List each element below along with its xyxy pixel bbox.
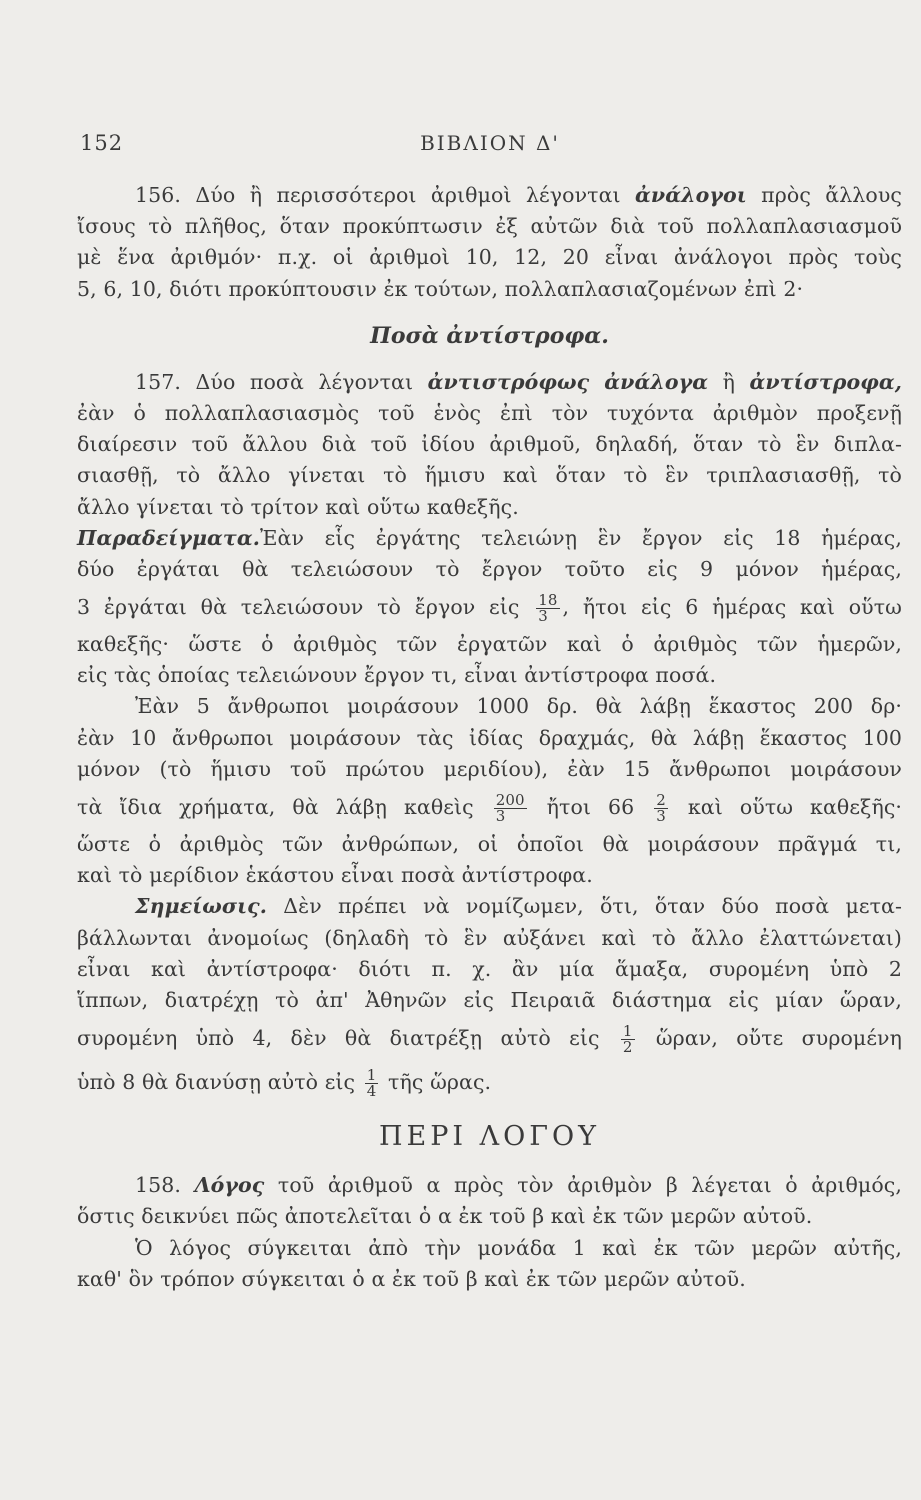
- paragraph-157-line: ἄλλο γίνεται τὸ τρίτον καὶ οὕτω καθεξῆς.: [77, 494, 519, 519]
- running-head: ΒΙΒΛΙΟΝ Δ': [420, 131, 560, 155]
- examples-line: καθεξῆς· ὥστε ὁ ἀριθμὸς τῶν ἐργατῶν καὶ ὁ ἀριθμὸς τῶν ἡμερῶν,: [77, 632, 902, 657]
- paragraph-156-line: 5, 6, 10, διότι προκύπτουσιν ἐκ τούτων, πολλαπλασιαζομένων ἐπὶ 2·: [77, 276, 804, 301]
- paragraph-158-line: καθ' ὃν τρόπον σύγκειται ὁ α ἐκ τοῦ β καὶ ἐκ τῶν μερῶν αὐτοῦ.: [77, 1266, 746, 1291]
- text-span: καὶ οὕτω καθεξῆς·: [687, 795, 903, 819]
- text-span: τοῦ ἀριθμοῦ α πρὸς τὸν ἀριθμὸν β λέγεται ὁ ἀριθμός,: [277, 1173, 902, 1198]
- fraction: [365, 1068, 379, 1099]
- text-span: ἢ: [722, 369, 736, 394]
- text-span: 3 ἐργάται θὰ τελειώσουν τὸ ἔργον εἰς: [77, 595, 520, 620]
- remark-line: ἵππων, διατρέχῃ τὸ ἀπ' Ἀθηνῶν εἰς Πειραιᾶ διάστημα εἰς μίαν ὥραν,: [77, 987, 902, 1012]
- remark-line: [77, 1060, 902, 1104]
- examples-line: μόνον (τὸ ἥμισυ τοῦ πρώτου μεριδίου), ἐὰν 15 ἄνθρωποι μοιράσουν: [77, 756, 902, 781]
- text-span: Ἐὰν εἷς ἐργάτης τελειώνῃ ἓν ἔργον εἰς 18 ἡμέρας,: [259, 525, 902, 550]
- remark-line: εἶναι καὶ ἀντίστροφα· διότι π. χ. ἂν μία ἅμαξα, συρομένη ὑπὸ 2: [77, 956, 902, 981]
- fraction-numerator: 200: [495, 791, 525, 809]
- fraction-denominator: 2: [622, 1038, 633, 1057]
- paragraph-158-line: [77, 1170, 902, 1201]
- body-text: [77, 180, 902, 1295]
- text-span: τὰ ἴδια χρήματα, θὰ λάβῃ καθεὶς: [77, 795, 474, 819]
- chapter-title: ΠΕΡΙ ΛΟΓΟΥ: [379, 1121, 600, 1153]
- paragraph-157-line: σιασθῇ, τὸ ἄλλο γίνεται τὸ ἥμισυ καὶ ὅταν τὸ ἓν τριπλασιασθῇ, τὸ: [77, 463, 902, 488]
- page-number: 152: [80, 131, 124, 155]
- text-span: Δύο ποσὰ λέγονται: [195, 369, 414, 394]
- defined-term: Λόγος: [194, 1173, 265, 1198]
- examples-label: Παραδείγματα.: [77, 525, 260, 550]
- remark-line: [77, 1016, 902, 1060]
- paragraph-157-line: [77, 367, 902, 398]
- remark-line: βάλλωνται ἀνομοίως (δηλαδὴ τὸ ἓν αὐξάνει καὶ τὸ ἄλλο ἐλαττώνεται): [77, 925, 902, 950]
- fraction-denominator: 3: [495, 807, 506, 825]
- defined-term: ἀνάλογοι: [635, 183, 747, 207]
- paragraph-158-line: ὅστις δεικνύει πῶς ἀποτελεῖται ὁ α ἐκ τοῦ β καὶ ἐκ τῶν μερῶν αὐτοῦ.: [77, 1204, 813, 1229]
- examples-line: [77, 523, 902, 554]
- remark-line: [77, 891, 902, 922]
- examples-line: [77, 785, 902, 829]
- page-header: [80, 131, 900, 161]
- examples-line: καὶ τὸ μερίδιον ἑκάστου εἶναι ποσὰ ἀντίστροφα.: [77, 863, 593, 888]
- fraction-numerator: 2: [656, 791, 666, 809]
- fraction: [536, 593, 559, 624]
- fraction: [494, 793, 527, 824]
- text-span: ὑπὸ 8 θὰ διανύσῃ αὐτὸ εἰς: [77, 1070, 356, 1095]
- paragraph-158-line: Ὁ λόγος σύγκειται ἀπὸ τὴν μονάδα 1 καὶ ἐκ τῶν μερῶν αὐτῆς,: [135, 1235, 902, 1260]
- text-span: ἤτοι 66: [546, 795, 635, 819]
- fraction-denominator: 3: [538, 607, 548, 626]
- text-span: τῆς ὥρας.: [388, 1070, 492, 1095]
- text-span: ὥραν, οὔτε συρομένη: [655, 1026, 903, 1051]
- paragraph-156-line: ἴσους τὸ πλῆθος, ὅταν προκύπτωσιν ἐξ αὐτῶν διὰ τοῦ πολλαπλασιασμοῦ: [77, 214, 902, 239]
- paragraph-number: 158.: [135, 1173, 182, 1198]
- examples-line: δύο ἐργάται θὰ τελειώσουν τὸ ἔργον τοῦτο εἰς 9 μόνον ἡμέρας,: [77, 556, 902, 581]
- text-span: Δύο ἢ περισσότεροι ἀριθμοὶ λέγονται: [195, 183, 621, 207]
- examples-line: εἰς τὰς ὁποίας τελειώνουν ἔργον τι, εἶναι ἀντίστροφα ποσά.: [77, 663, 717, 688]
- paragraph-156-line: [77, 180, 902, 211]
- examples-line: Ἐὰν 5 ἄνθρωποι μοιράσουν 1000 δρ. θὰ λάβῃ ἕκαστος 200 δρ·: [135, 694, 902, 719]
- fraction-numerator: 18: [538, 591, 558, 610]
- fraction-denominator: 3: [656, 807, 666, 825]
- text-span: Δὲν πρέπει νὰ νομίζωμεν, ὅτι, ὅταν δύο ποσὰ μετα-: [283, 894, 902, 919]
- defined-term: ἀντίστροφα,: [749, 369, 902, 394]
- examples-line: ὥστε ὁ ἀριθμὸς τῶν ἀνθρώπων, οἱ ὁποῖοι θὰ μοιράσουν πρᾶγμά τι,: [77, 832, 902, 856]
- remark-label: Σημείωσις.: [135, 894, 267, 919]
- paragraph-number: 156.: [135, 183, 182, 207]
- fraction-denominator: 4: [366, 1082, 377, 1101]
- fraction-numerator: 1: [622, 1022, 633, 1041]
- section-title: Ποσὰ ἀντίστροφα.: [370, 322, 609, 349]
- text-span: πρὸς ἄλλους: [761, 183, 902, 207]
- paragraph-157-line: διαίρεσιν τοῦ ἄλλου διὰ τοῦ ἰδίου ἀριθμοῦ, δηλαδή, ὅταν τὸ ἓν διπλα-: [77, 432, 902, 457]
- paragraph-number: 157.: [135, 369, 182, 394]
- fraction: [654, 793, 668, 824]
- examples-line: ἐὰν 10 ἄνθρωποι μοιράσουν τὰς ἰδίας δραχμάς, θὰ λάβῃ ἕκαστος 100: [77, 725, 902, 750]
- text-span: , ἤτοι εἰς 6 ἡμέρας καὶ οὕτω: [562, 595, 902, 620]
- fraction: [621, 1024, 635, 1055]
- paragraph-156-line: μὲ ἕνα ἀριθμόν· π.χ. οἱ ἀριθμοὶ 10, 12, 20 εἶναι ἀνάλογοι πρὸς τοὺς: [77, 245, 902, 270]
- paragraph-157-line: ἐὰν ὁ πολλαπλασιασμὸς τοῦ ἑνὸς ἐπὶ τὸν τυχόντα ἀριθμὸν προξενῇ: [77, 400, 902, 425]
- defined-term: ἀντιστρόφως ἀνάλογα: [427, 369, 709, 394]
- examples-line: [77, 585, 902, 629]
- fraction-numerator: 1: [366, 1066, 377, 1085]
- text-span: συρομένη ὑπὸ 4, δὲν θὰ διατρέξῃ αὐτὸ εἰς: [77, 1026, 600, 1051]
